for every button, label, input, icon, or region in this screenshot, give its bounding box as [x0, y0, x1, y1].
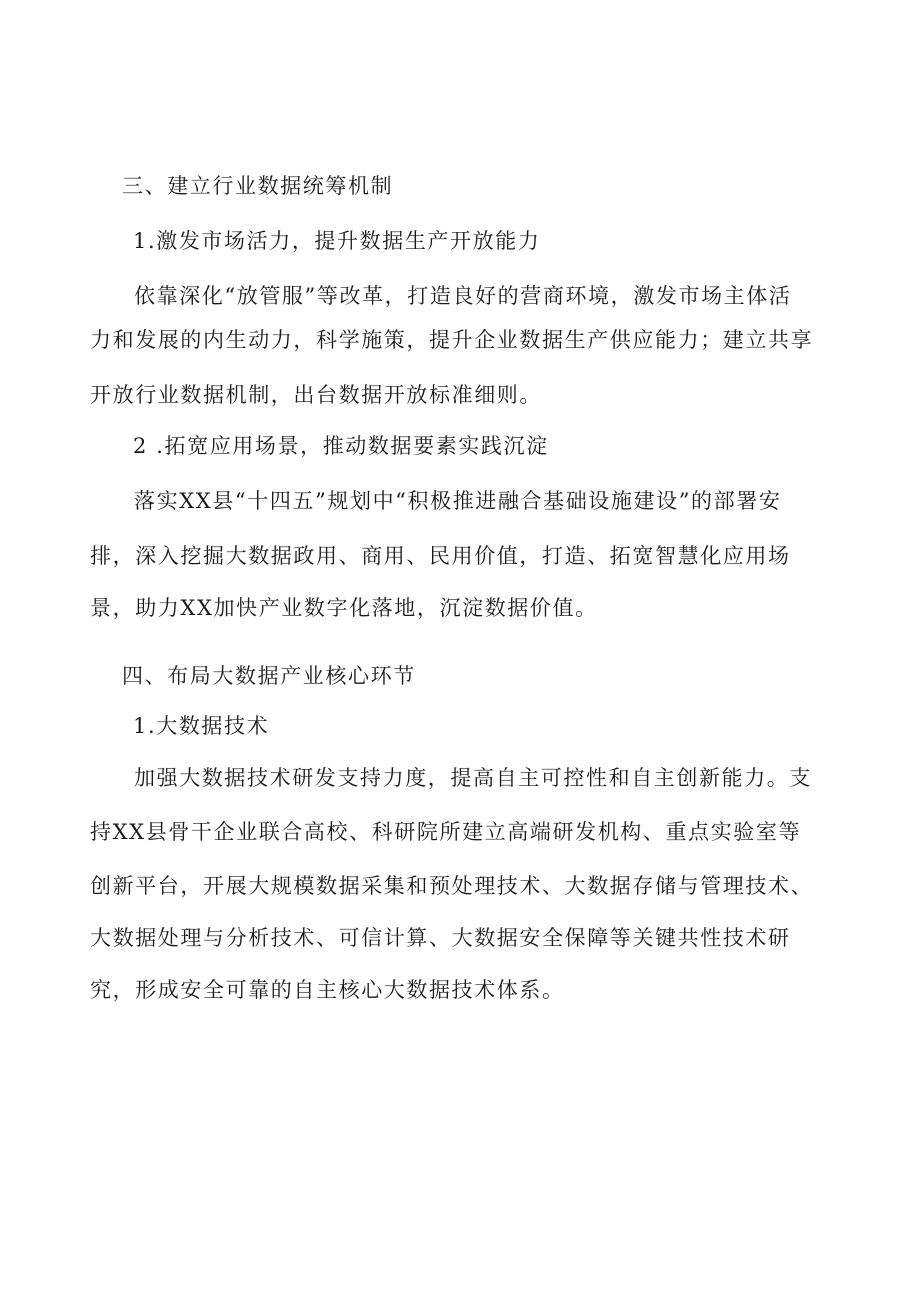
paragraph-line: 开放行业数据机制，出台数据开放标准细则。: [90, 383, 542, 407]
section-heading: 三、建立行业数据统筹机制: [122, 174, 394, 198]
paragraph-line: 持XX县骨干企业联合高校、科研院所建立高端研发机构、重点实验室等: [90, 820, 802, 844]
paragraph-line: 加强大数据技术研发支持力度，提高自主可控性和自主创新能力。支: [134, 766, 812, 790]
paragraph-line: 力和发展的内生动力，科学施策，提升企业数据生产供应能力；建立共享: [90, 328, 814, 352]
paragraph-line: 究，形成安全可靠的自主核心大数据技术体系。: [90, 978, 565, 1002]
subsection-title: 1.大数据技术: [133, 714, 270, 738]
paragraph-line: 排，深入挖掘大数据政用、商用、民用价值，打造、拓宽智慧化应用场: [90, 544, 791, 568]
section-heading: 四、布局大数据产业核心环节: [122, 664, 416, 688]
subsection-title: 1.激发市场活力，提升数据生产开放能力: [133, 229, 541, 253]
paragraph-line: 创新平台，开展大规模数据采集和预处理技术、大数据存储与管理技术、: [90, 874, 814, 898]
paragraph-line: 依靠深化“放管服”等改革，打造良好的营商环境，激发市场主体活: [134, 284, 792, 308]
paragraph-line: 落实XX县“十四五”规划中“积极推进融合基础设施建设”的部署安: [134, 489, 782, 513]
paragraph-line: 大数据处理与分析技术、可信计算、大数据安全保障等关键共性技术研: [90, 926, 791, 950]
paragraph-line: 景，助力XX加快产业数字化落地，沉淀数据价值。: [90, 596, 598, 620]
subsection-title: 2 .拓宽应用场景，推动数据要素实践沉淀: [133, 434, 549, 458]
